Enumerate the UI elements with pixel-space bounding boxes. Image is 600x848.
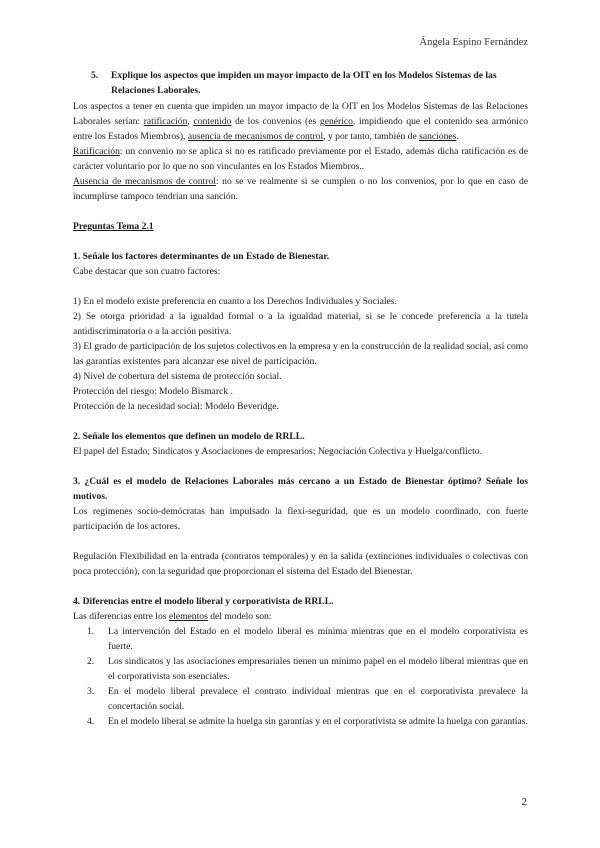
q1-item: 3) El grado de participación de los sujetos colectivos en la empresa y en la construcción de la realidad social, así como las garantías existentes para alcanzar ese nivel de participación. xyxy=(73,341,529,367)
page-number: 2 xyxy=(521,796,527,808)
ratificacion-label: Ratificación xyxy=(73,146,120,157)
question-5-title: Explique los aspectos que impiden un mayor impacto de la OIT en los Modelos Sistemas de las Relaciones Laborales. xyxy=(111,70,497,96)
document-body xyxy=(73,68,528,729)
list-item: 4. En el modelo liberal se admite la huelga sin garantías y en el corporativista se admite la huelga con garantías. xyxy=(87,716,528,727)
underline-sanciones: sanciones xyxy=(419,131,457,142)
underline-ausencia: ausencia de mecanismos de control xyxy=(187,131,324,142)
underline-contenido: contenido xyxy=(193,116,232,127)
underline-elementos: elementos xyxy=(168,611,208,622)
list-item: 3. En el modelo liberal prevalece el contrato individual mientras que en el corporativista prevalece la concertación social. xyxy=(87,686,528,712)
q4-list xyxy=(73,624,528,729)
q5-ratificacion: Ratificación: un convenio no se aplica si no es ratificado previamente por el Estado, además dicha ratificación es de carácter voluntario por lo que no son vinculantes en los Estados Miembros.. xyxy=(73,146,528,172)
list-item: 2. Los sindicatos y las asociaciones empresariales tienen un mínimo papel en el modelo liberal mientras que en el corporativista son esenciales. xyxy=(87,656,528,682)
page-header-author: Ángela Espino Fernández xyxy=(419,37,528,48)
q1-item: 2) Se otorga prioridad a la igualdad formal o a la igualdad material, si se le concede preferencia a la tutela antidiscriminatoria o a la acción positiva. xyxy=(73,311,528,337)
underline-generico: genérico xyxy=(319,116,353,127)
q1-intro: Cabe destacar que son cuatro factores: xyxy=(73,266,221,277)
ausencia-label: Ausencia de mecanismos de control xyxy=(73,176,216,187)
q3-answer-2: Regulación Flexibilidad en la entrada (contratos temporales) y en la salida (extinciones individuales o colectivas con poca protección), con la seguridad que proporcionan el sistema del Estado del Bienestar. xyxy=(73,551,528,577)
q4-intro: Las diferencias entre los elementos del modelo son: xyxy=(73,611,272,622)
underline-ratificacion: ratificación xyxy=(143,116,188,127)
q2-answer: El papel del Estado; Sindicatos y Asociaciones de empresarios; Negociación Colectiva y Huelga/conflicto. xyxy=(73,446,482,457)
section-title: Preguntas Tema 2.1 xyxy=(73,221,154,232)
question-5 xyxy=(73,68,528,98)
q3-answer-1: Los regímenes socio-demócratas han impulsado la flexi-seguridad, que es un modelo coordinado, con fuerte participación de los actores. xyxy=(73,506,528,532)
q5-answer: Los aspectos a tener en cuenta que impiden un mayor impacto de la OIT en los Modelos Sistemas de las Relaciones Laborales serían: ratificación, contenido de los convenios (es genérico, impidiendo que el contenido sea armónico entre los Estados Miembros), ausencia de mecanismos de control, y por tanto, también de sanciones. xyxy=(73,101,529,142)
q1-item: 4) Nivel de cobertura del sistema de protección social. xyxy=(73,371,282,382)
q1-item: Protección de la necesidad social: Modelo Beveridge. xyxy=(73,401,279,412)
question-2-title: 2. Señale los elementos que definen un modelo de RRLL. xyxy=(73,431,305,442)
question-4-title: 4. Diferencias entre el modelo liberal y corporativista de RRLL. xyxy=(73,596,334,607)
list-item: 1. La intervención del Estado en el modelo liberal es mínima mientras que en el modelo corporativista es fuerte. xyxy=(87,626,528,652)
question-3-title: 3. ¿Cuál es el modelo de Relaciones Laborales más cercano a un Estado de Bienestar óptimo? Señale los motivos. xyxy=(73,476,528,502)
question-number: 5. xyxy=(91,70,99,81)
q1-item: 1) En el modelo existe preferencia en cuanto a los Derechos Individuales y Sociales. xyxy=(73,296,397,307)
q5-ausencia: Ausencia de mecanismos de control: no se ve realmente si se cumplen o no los convenios, por lo que en caso de incumplirse tampoco tendrían una sanción. xyxy=(73,176,529,202)
question-1-title: 1. Señale los factores determinantes de un Estado de Bienestar. xyxy=(73,251,330,262)
q1-item: Protección del riesgo: Modelo Bismarck . xyxy=(73,386,233,397)
